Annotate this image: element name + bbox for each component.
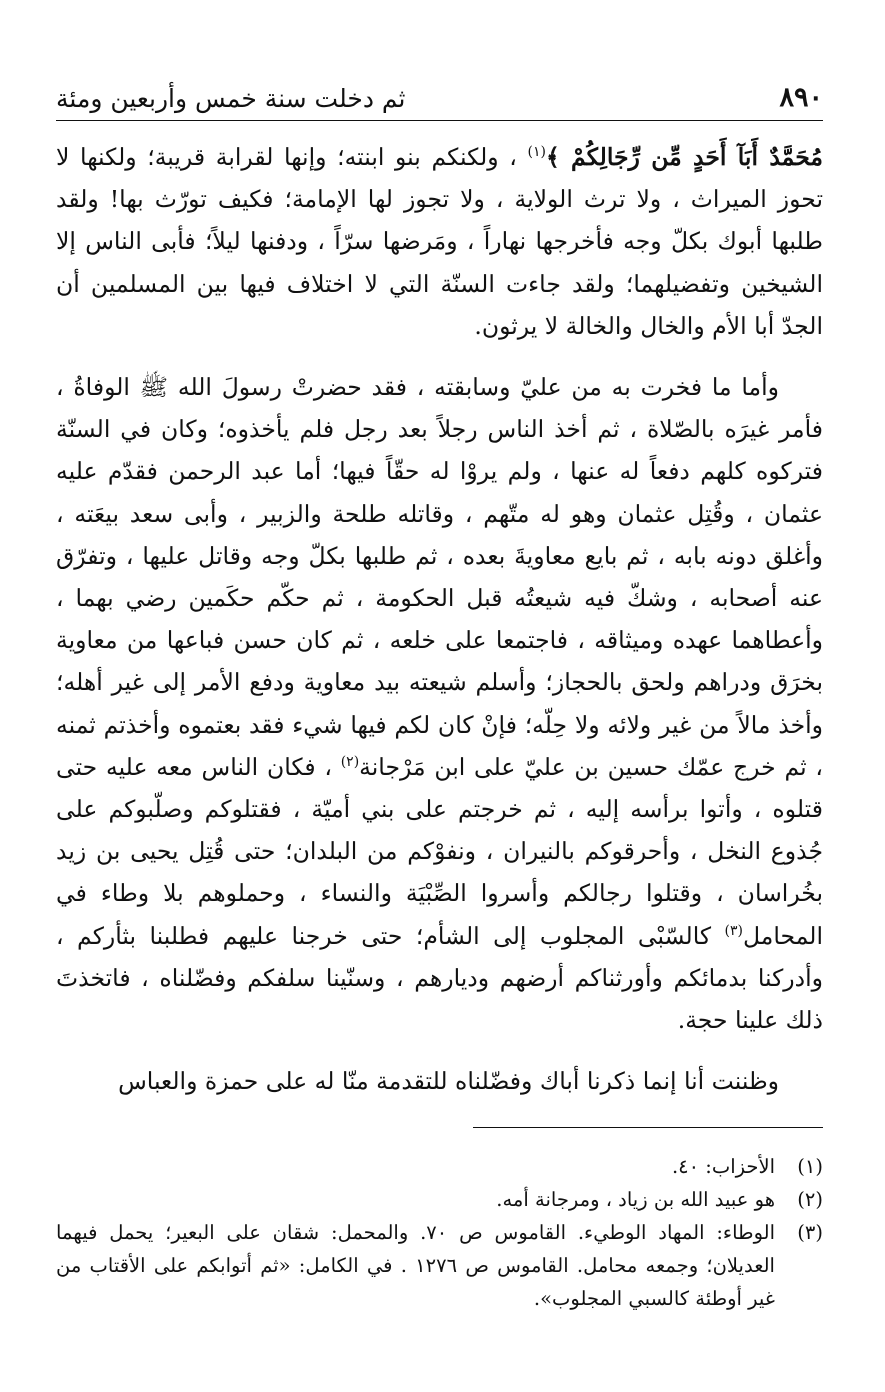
footnote-ref-3: (٣) <box>724 922 743 939</box>
footnote-number: (٢) <box>797 1188 823 1211</box>
page-number: ٨٩٠ <box>779 82 823 113</box>
paragraph-2-text-a: وأما ما فخرت به من عليّ وسابقته ، فقد حضرتْ رسولَ الله ﷺ الوفاةُ ، فأمر غيرَه بالصّلاة ، ثم أخذ الناس رجلاً بعد رجل فلم يأخذوه؛ وكان في السنّة فتركوه كلهم دفعاً له عنها ، ولم يروْا له حقّاً فيها؛ أما عبد الرحمن فقدّم عليه عثمان ، وقُتِل عثمان وهو له متّهم ، وقاتله طلحة والزبير ، وأبى سعد بيعَته ، وأغلق دونه بابه ، ثم بايع معاويةَ بعده ، ثم طلبها بكلّ وجه وقاتل عليها ، وتفرّق عنه أصحابه ، وشكّ فيه شيعتُه قبل الحكومة ، ثم حكّم حكَمين رضي بهما ، وأعطاهما عهده وميثاقه ، فاجتمعا على خلعه ، ثم كان حسن فباعها من معاوية بخرَق ودراهم ولحق بالحجاز؛ وأسلم شيعته بيد معاوية ودفع الأمر إلى غير أهله؛ وأخذ مالاً من غير ولائه ولا حِلّه؛ فإنْ كان لكم فيها شيء فقد بعتموه وأخذتم ثمنه ، ثم خرج عمّك حسين بن عليّ على ابن مَرْجانة <box>56 373 823 781</box>
paragraph-1-text: ، ولكنكم بنو ابنته؛ وإنها لقرابة قريبة؛ ولكنها لا تحوز الميراث ، ولا ترث الولاية ، ولا تجوز لها الإمامة؛ فكيف تورّث بها! ولقد طلبها أبوك بكلّ وجه فأخرجها نهاراً ، ومَرضها سرّاً ، ودفنها ليلاً؛ فأبى الناس إلا الشيخين وتفضيلهما؛ ولقد جاءت السنّة التي لا اختلاف فيها بين المسلمين أن الجدّ أبا الأم والخال والخالة لا يرثون. <box>56 143 823 340</box>
paragraph-3: وظننت أنا إنما ذكرنا أباك وفضّلناه للتقدمة منّا له على حمزة والعباس <box>118 1067 779 1096</box>
paragraph-2 <box>56 366 823 1041</box>
footnote-1 <box>56 1150 823 1183</box>
footnote-ref-1: (١) <box>527 144 546 161</box>
paragraph-2-text-b: ، فكان الناس معه عليه حتى قتلوه ، وأتوا برأسه إليه ، ثم خرجتم على بني أميّة ، فقتلوكم وصلّبوكم على جُذوع النخل ، وأحرقوكم بالنيران ، ونفوْكم من البلدان؛ حتى قُتِل يحيى بن زيد بخُراسان ، وقتلوا رجالكم وأسروا الصِّبْيَة والنساء ، وحملوهم بلا وطاء في المحامل <box>56 752 823 950</box>
footnotes <box>56 1150 823 1315</box>
footnote-3 <box>56 1216 823 1315</box>
footnote-ref-2: (٢) <box>340 754 360 771</box>
footnote-text: هو عبيد الله بن زياد ، ومرجانة أمه. <box>496 1188 775 1211</box>
main-text <box>56 136 823 1102</box>
footnote-text: الأحزاب: ٤٠. <box>671 1155 775 1178</box>
footnote-divider <box>473 1127 823 1128</box>
footnote-2 <box>56 1183 823 1216</box>
quran-verse: مُحَمَّدٌ أَبَآ أَحَدٍ مِّن رِّجَالِكُمْ ﴾ <box>545 143 823 171</box>
page-header <box>56 82 823 121</box>
footnote-number: (١) <box>797 1155 823 1178</box>
footnote-number: (٣) <box>797 1221 823 1244</box>
paragraph-2-text-c: كالسّبْى المجلوب إلى الشأم؛ حتى خرجنا عليهم فطلبنا بثأركم ، وأدركنا بدمائكم وأورثناكم أرضهم وديارهم ، وسنّينا سلفكم وفضّلناه ، فاتخذتَ ذلك علينا حجة. <box>56 921 823 1035</box>
running-title: ثم دخلت سنة خمس وأربعين ومئة <box>56 84 406 113</box>
paragraph-1 <box>56 136 823 347</box>
footnote-text: الوطاء: المهاد الوطيء. القاموس ص ٧٠. والمحمل: شقان على البعير؛ يحمل فيهما العديلان؛ وجمعه محامل. القاموس ص ١٢٧٦ . في الكامل: «ثم أتوابكم على الأقتاب من غير أوطئة كالسبي المجلوب». <box>56 1221 775 1310</box>
